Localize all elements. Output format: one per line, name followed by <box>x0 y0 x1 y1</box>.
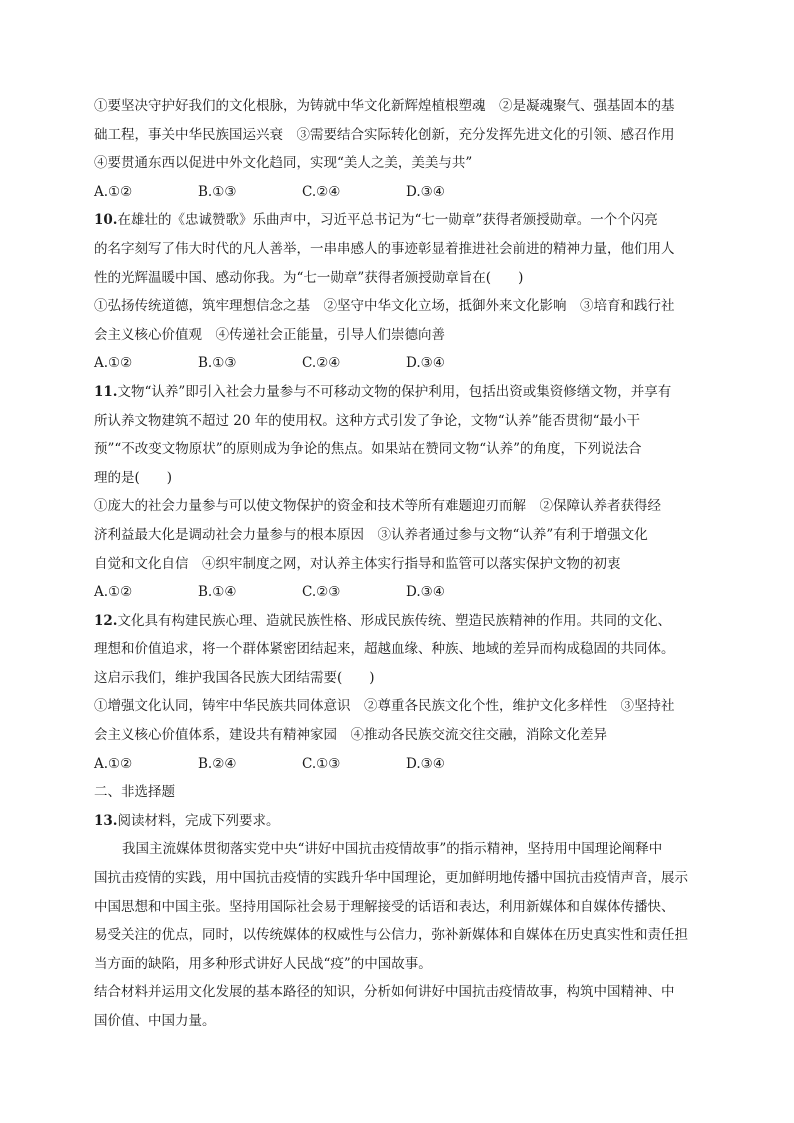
question-stem-line: 这启示我们，维护我国各民族大团结需要( ) <box>94 669 375 686</box>
statement-line: 础工程，事关中华民族国运兴衰 ③需要结合实际转化创新，充分发挥先进文化的引领、感召作用 <box>94 126 675 143</box>
statement-line: 济利益最大化是调动社会力量参与的根本原因 ③认养者通过参与文物“认养”有利于增强文化 <box>94 526 648 543</box>
question-number: 10. <box>94 212 118 229</box>
question-13 <box>94 807 704 1036</box>
question-stem-line: 性的光辉温暖中国、感动你我。为“七一勋章”获得者颁授勋章旨在( ) <box>94 269 524 286</box>
option-a: A.①② <box>94 355 133 372</box>
material-line: 国抗击疫情的实践，用中国抗击疫情的实践升华中国理论，更加鲜明地传播中国抗击疫情声音，展示 <box>94 870 688 887</box>
material-line: 中国思想和中国主张。坚持用国际社会易于理解接受的话语和表达，利用新媒体和自媒体传播快、 <box>94 898 675 915</box>
statement-line: 自觉和文化自信 ④织牢制度之网，对认养主体实行指导和监管可以落实保护文物的初衷 <box>94 555 621 572</box>
question-12 <box>94 607 704 779</box>
question-stem-line: 理想和价值追求，将一个群体紧密团结起来，超越血缘、种族、地域的差异而构成稳固的共同体。 <box>94 641 675 658</box>
question-stem-line: 预”“不改变文物原状”的原则成为争论的焦点。如果站在赞同文物“认养”的角度，下列说法合 <box>94 441 642 458</box>
statement-line: ①要坚决守护好我们的文化根脉，为铸就中华文化新辉煌植根塑魂 ②是凝魂聚气、强基固本的基 <box>94 98 675 114</box>
question-stem-text: 文化具有构建民族心理、造就民族性格、形成民族传统、塑造民族精神的作用。共同的文化、 <box>117 612 671 629</box>
option-b: B.①③ <box>198 183 237 200</box>
option-a: A.①② <box>94 183 133 200</box>
question-stem-line <box>94 378 704 407</box>
question-12-options <box>94 750 704 779</box>
option-d: D.③④ <box>406 584 445 601</box>
question-intro-text: 阅读材料，完成下列要求。 <box>117 812 280 829</box>
question-stem-text: 在雄壮的《忠诚赞歌》乐曲声中，习近平总书记为“七一勋章”获得者颁授勋章。一个个闪亮 <box>117 212 658 229</box>
option-d: D.③④ <box>406 355 445 372</box>
task-line: 结合材料并运用文化发展的基本路径的知识，分析如何讲好中国抗击疫情故事，构筑中国精神、中 <box>94 984 675 1001</box>
option-d: D.③④ <box>406 183 445 200</box>
option-c: C.②④ <box>302 355 341 372</box>
question-10-options <box>94 349 704 378</box>
option-a: A.①② <box>94 584 133 601</box>
question-stem-line <box>94 206 704 235</box>
option-b: B.②④ <box>198 755 237 772</box>
option-c: C.①③ <box>302 755 341 772</box>
question-9-statements <box>94 92 704 178</box>
option-d: D.③④ <box>406 755 445 772</box>
question-stem-line <box>94 607 704 636</box>
statement-line: 会主义核心价值体系，建设共有精神家园 ④推动各民族交流交往交融，消除文化差异 <box>94 727 607 744</box>
question-11 <box>94 378 704 607</box>
question-number: 12. <box>94 612 118 629</box>
question-number: 11. <box>94 383 118 400</box>
statement-line: ①弘扬传统道德，筑牢理想信念之基 ②坚守中华文化立场，抵御外来文化影响 ③培育和践行社 <box>94 298 675 315</box>
option-c: C.②③ <box>302 584 341 601</box>
section-heading: 二、非选择题 <box>94 784 175 801</box>
material-line: 易受关注的优点，同时，以传统媒体的权威性与公信力，弥补新媒体和自媒体在历史真实性和责任担 <box>94 927 688 944</box>
option-c: C.②④ <box>302 183 341 200</box>
question-stem-line <box>94 807 704 836</box>
option-a: A.①② <box>94 755 133 772</box>
statement-line: 会主义核心价值观 ④传递社会正能量，引导人们崇德向善 <box>94 326 445 343</box>
question-9-options <box>94 178 704 207</box>
question-stem-line: 的名字刻写了伟大时代的凡人善举，一串串感人的事迹彰显着推进社会前进的精神力量，他们用人 <box>94 240 675 257</box>
option-b: B.①③ <box>198 355 237 372</box>
material-line: 我国主流媒体贯彻落实党中央“讲好中国抗击疫情故事”的指示精神，坚持用中国理论阐释中 <box>122 841 663 858</box>
document-page <box>94 92 704 1036</box>
statement-line: ①增强文化认同，铸牢中华民族共同体意识 ②尊重各民族文化个性，维护文化多样性 ③坚持社 <box>94 698 675 715</box>
question-10 <box>94 206 704 378</box>
material-line: 当方面的缺陷，用多种形式讲好人民战“疫”的中国故事。 <box>94 955 432 972</box>
task-line: 国价值、中国力量。 <box>94 1013 216 1029</box>
question-stem-line: 理的是( ) <box>94 469 173 486</box>
question-11-options <box>94 578 704 607</box>
option-b: B.①④ <box>198 584 237 601</box>
question-stem-text: 文物“认养”即引入社会力量参与不可移动文物的保护利用，包括出资或集资修缮文物，并享有 <box>117 383 672 400</box>
statement-line: ①庞大的社会力量参与可以使文物保护的资金和技术等所有难题迎刃而解 ②保障认养者获得经 <box>94 498 661 515</box>
question-stem-line: 所认养文物建筑不超过 20 年的使用权。这种方式引发了争论，文物“认养”能否贯彻“最小干 <box>94 412 640 429</box>
statement-line: ④要贯通东西以促进中外文化趋同，实现“美人之美，美美与共” <box>94 155 473 172</box>
question-number: 13. <box>94 812 118 829</box>
